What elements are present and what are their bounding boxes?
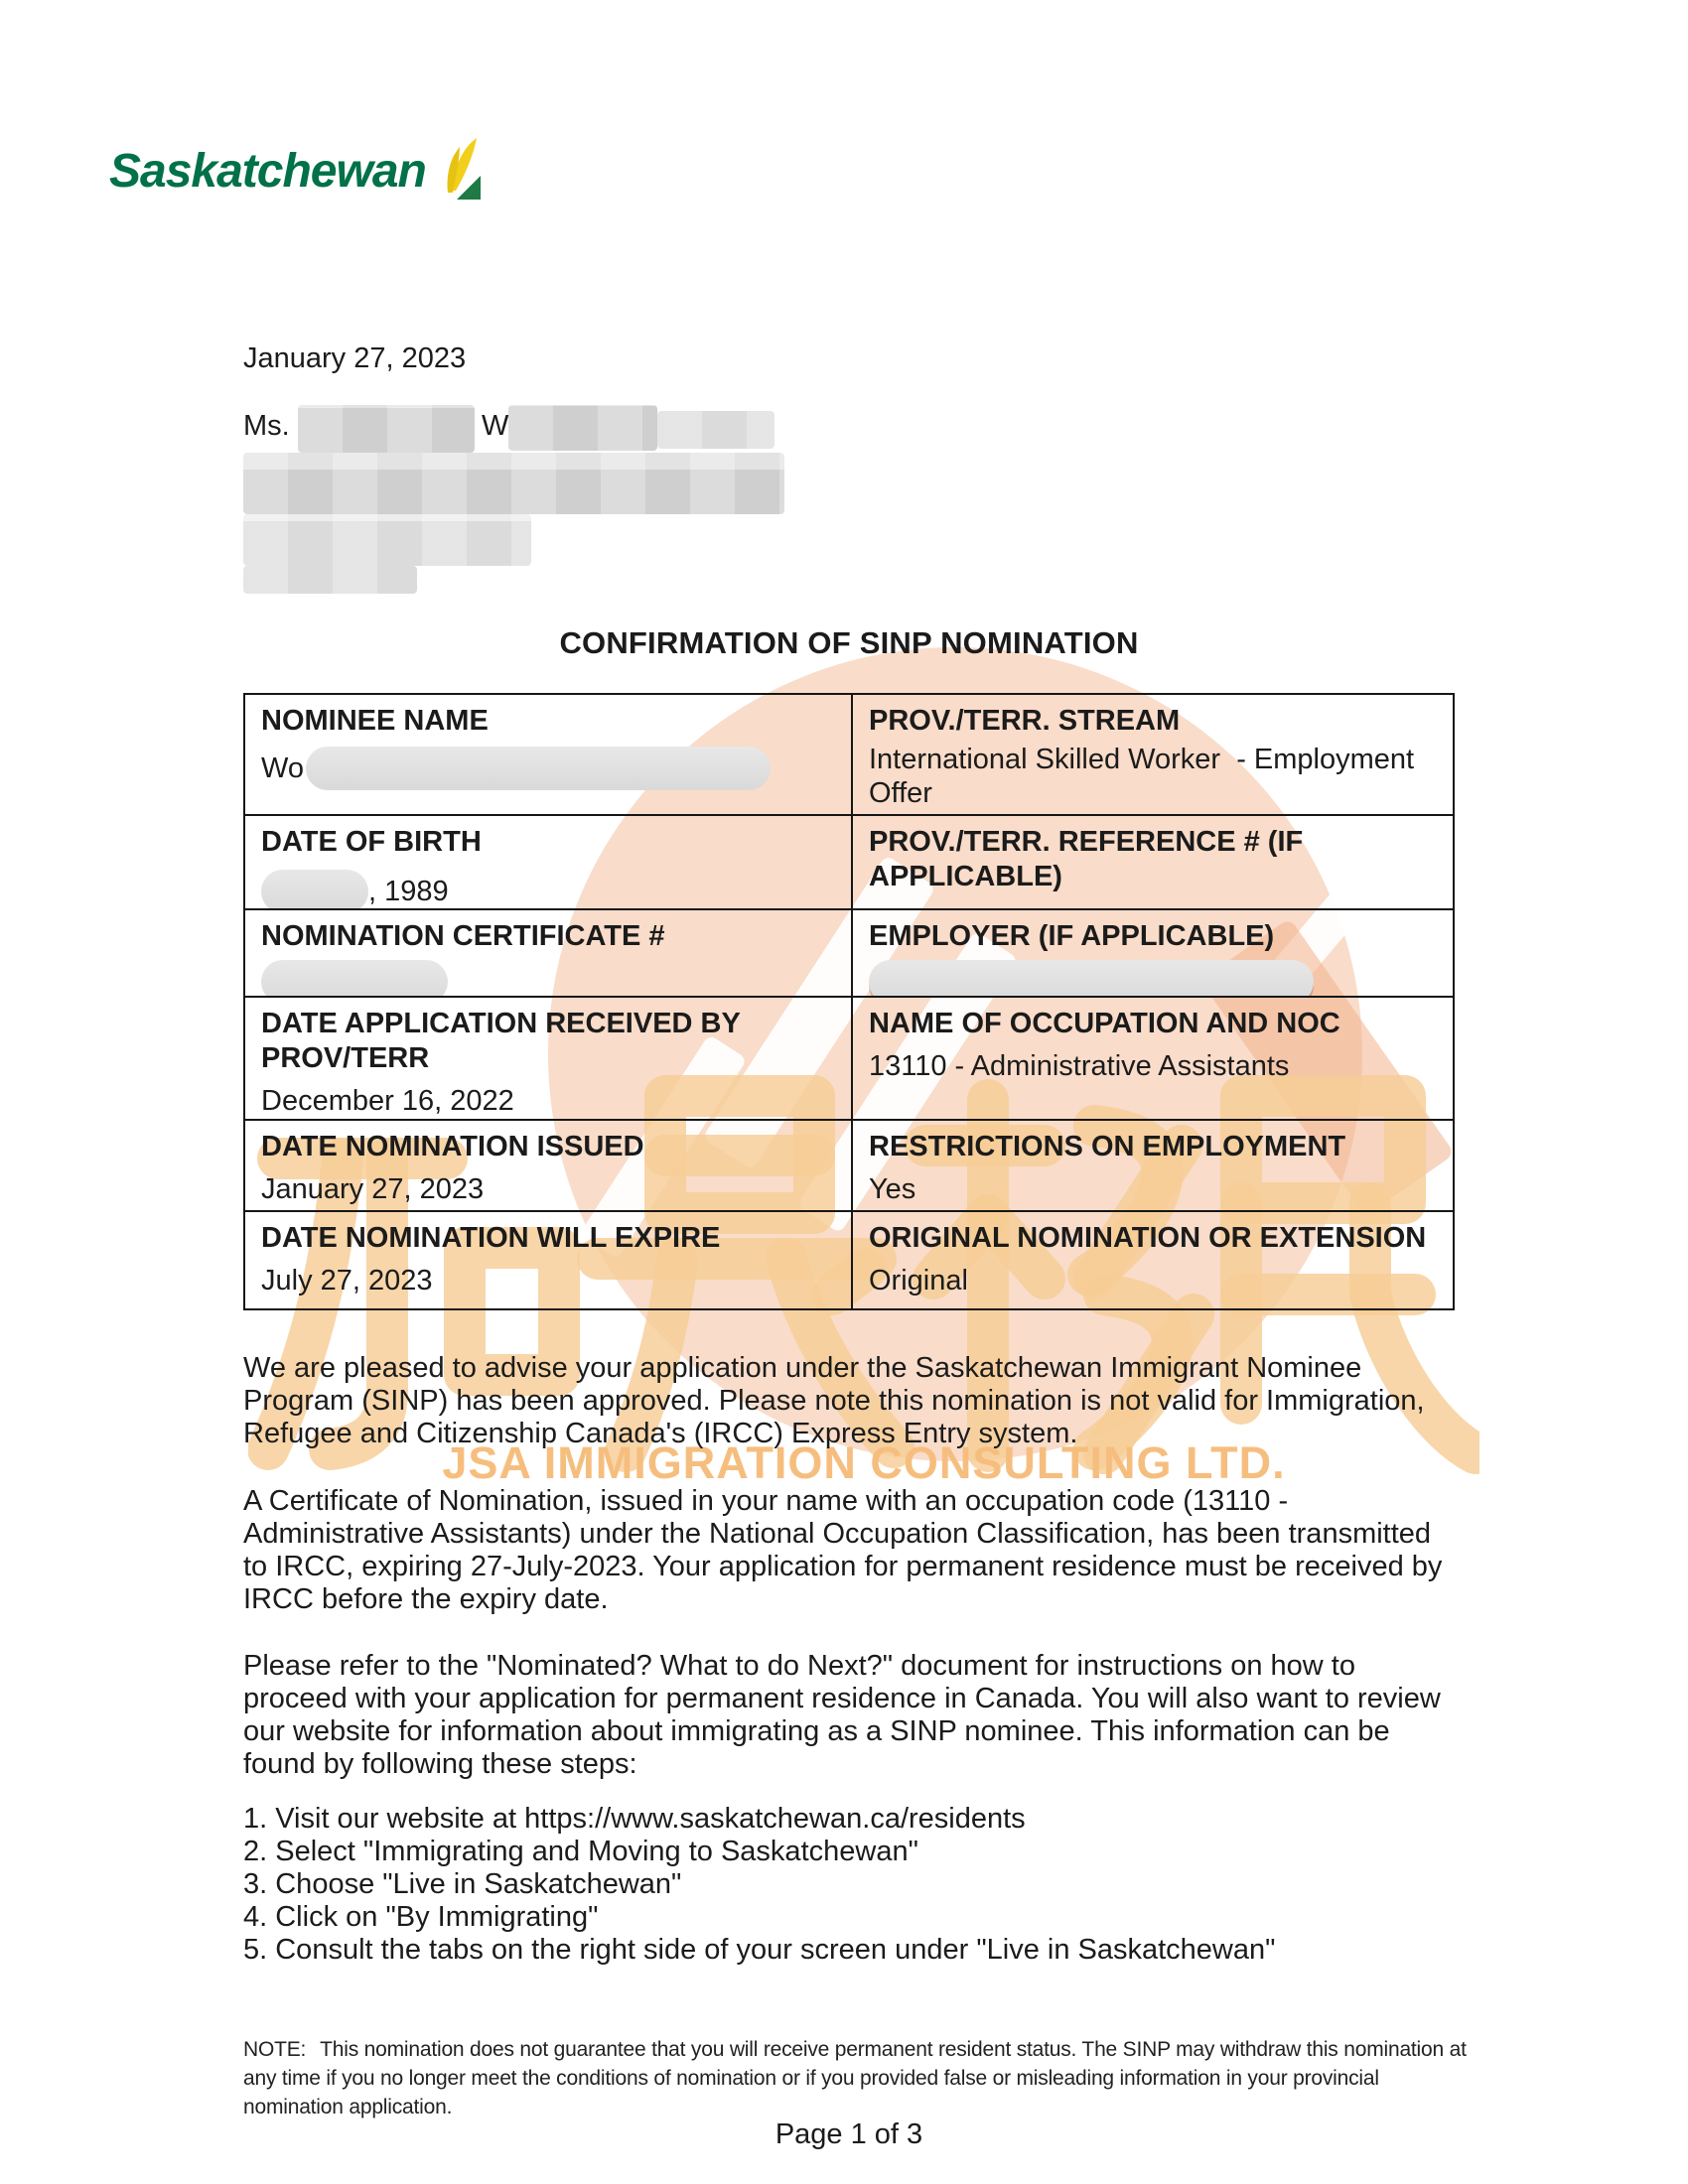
cell-value: International Skilled Worker - Employment Offer	[869, 744, 1423, 809]
cell-restrictions	[853, 1121, 1453, 1212]
redacted-region	[298, 405, 475, 453]
cell-value: Yes	[869, 1173, 916, 1205]
cell-occupation-noc	[853, 998, 1453, 1121]
birth-year-visible: , 1989	[368, 876, 449, 907]
recipient-initial: W	[482, 410, 509, 442]
nomination-table	[243, 693, 1455, 1310]
cell-value: July 27, 2023	[261, 1265, 433, 1297]
cell-date-issued	[245, 1121, 853, 1212]
redacted-region	[869, 960, 1314, 998]
recipient-prefix: Ms.	[243, 410, 290, 442]
cell-label: DATE APPLICATION RECEIVED BY PROV/TERR	[261, 1008, 741, 1074]
paragraph-approval: We are pleased to advise your application under the Saskatchewan Immigrant Nominee Program (SINP) has been approved. Please note this nomination is not valid for Immigration, Refugee and Citizenship Canada's (IRCC) Express Entry system.	[243, 1352, 1425, 1449]
cell-value: 13110 - Administrative Assistants	[869, 1050, 1290, 1082]
cell-label: NOMINATION CERTIFICATE #	[261, 920, 665, 952]
cell-label: EMPLOYER (IF APPLICABLE)	[869, 920, 1275, 952]
letter-date: January 27, 2023	[243, 342, 467, 374]
redacted-region	[243, 514, 531, 566]
cell-value: January 27, 2023	[261, 1173, 485, 1205]
redacted-region	[243, 453, 784, 514]
redacted-region	[508, 405, 657, 451]
redacted-region	[261, 960, 448, 998]
saskatchewan-wordmark: Saskatchewan	[109, 145, 426, 198]
cell-date-received	[245, 998, 853, 1121]
cell-label: ORIGINAL NOMINATION OR EXTENSION	[869, 1222, 1427, 1254]
redacted-region	[243, 566, 417, 594]
cell-label: PROV./TERR. REFERENCE # (IF APPLICABLE)	[869, 826, 1304, 892]
cell-value: Original	[869, 1265, 968, 1297]
step-item: 1. Visit our website at https://www.saskatchewan.ca/residents	[243, 1803, 1026, 1835]
cell-nominee-name	[245, 695, 853, 816]
redacted-region	[306, 747, 771, 790]
cell-prov-terr-stream	[853, 695, 1453, 816]
cell-label: DATE NOMINATION WILL EXPIRE	[261, 1222, 721, 1254]
cell-label: RESTRICTIONS ON EMPLOYMENT	[869, 1131, 1346, 1162]
wheat-swoosh-icon	[430, 137, 482, 199]
footnote	[243, 2035, 1475, 2121]
redacted-region	[657, 411, 774, 449]
footnote-text: This nomination does not guarantee that you will receive permanent resident status. The SINP may withdraw this nomination at any time if you no longer meet the conditions of nomination or if you provided false or misleading information in your provincial nomination application.	[243, 2038, 1467, 2118]
paragraph-next-steps: Please refer to the "Nominated? What to do Next?" document for instructions on how to proceed with your application for permanent residence in Canada. You will also want to review our website for information about immigrating as a SINP nominee. This information can be found by following these steps:	[243, 1650, 1441, 1780]
cell-prov-terr-reference	[853, 816, 1453, 910]
steps-list	[243, 1803, 1463, 1967]
cell-label: NOMINEE NAME	[261, 705, 489, 737]
cell-original-or-extension	[853, 1212, 1453, 1308]
step-item: 5. Consult the tabs on the right side of your screen under "Live in Saskatchewan"	[243, 1934, 1276, 1966]
cell-value: December 16, 2022	[261, 1085, 514, 1117]
cell-nomination-certificate	[245, 910, 853, 998]
paragraph-certificate: A Certificate of Nomination, issued in your name with an occupation code (13110 - Administrative Assistants) under the National Occupation Classification, has been transmitted to IRCC, expiring 27-July-2023. Your application for permanent residence must be received by IRCC before the expiry date.	[243, 1485, 1443, 1615]
step-item: 3. Choose "Live in Saskatchewan"	[243, 1868, 682, 1900]
saskatchewan-logo	[109, 137, 482, 199]
recipient-address-block	[243, 402, 799, 601]
step-item: 4. Click on "By Immigrating"	[243, 1901, 599, 1933]
step-item: 2. Select "Immigrating and Moving to Saskatchewan"	[243, 1836, 918, 1867]
cell-label: PROV./TERR. STREAM	[869, 705, 1181, 737]
cell-label: DATE NOMINATION ISSUED	[261, 1131, 644, 1162]
document-title: CONFIRMATION OF SINP NOMINATION	[559, 625, 1139, 660]
cell-label: DATE OF BIRTH	[261, 826, 482, 858]
cell-date-expire	[245, 1212, 853, 1308]
redacted-region	[261, 870, 368, 910]
page-indicator: Page 1 of 3	[774, 2118, 923, 2150]
watermark-company-name: JSA IMMIGRATION CONSULTING LTD.	[442, 1437, 1286, 1488]
nominee-name-visible: Wo	[261, 752, 304, 784]
cell-date-of-birth	[245, 816, 853, 910]
footnote-label: NOTE:	[243, 2038, 307, 2061]
cell-label: NAME OF OCCUPATION AND NOC	[869, 1008, 1340, 1039]
cell-employer	[853, 910, 1453, 998]
